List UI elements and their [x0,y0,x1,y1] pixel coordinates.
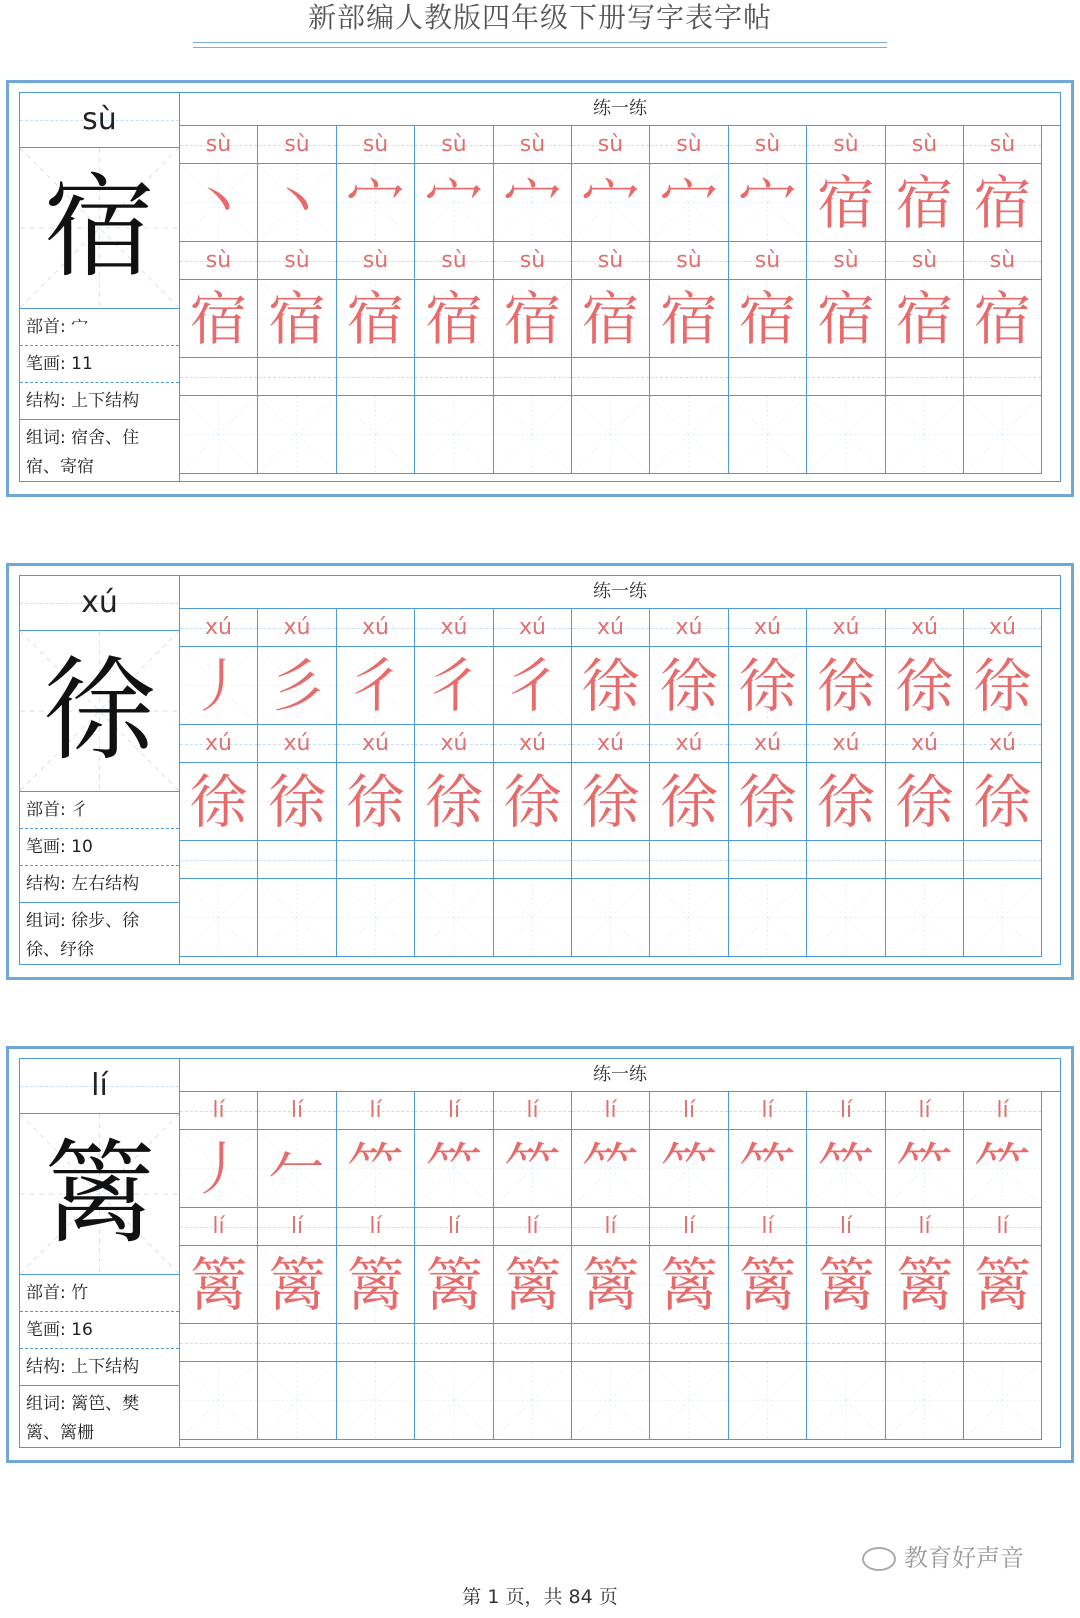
blank-pinyin-cell[interactable] [807,358,886,396]
practice-label: 练一练 [180,93,1060,126]
pinyin-cell: lí [572,1208,650,1246]
pinyin-cell: xú [572,609,650,647]
blank-pinyin-cell[interactable] [180,841,258,879]
trace-cell: 篱 [729,1246,807,1324]
blank-practice-cell[interactable] [650,396,729,474]
blank-practice-cell[interactable] [415,1362,494,1440]
pinyin-cell: xú [180,609,258,647]
pinyin-cell: sù [964,126,1042,164]
blank-practice-cell[interactable] [337,879,415,957]
pinyin-cell: lí [650,1208,729,1246]
blank-pinyin-cell[interactable] [337,841,415,879]
stroke-order-cell: 彳 [337,647,415,725]
stroke-order-cell: 徐 [964,647,1042,725]
pinyin-cell: sù [180,126,258,164]
trace-cell: 徐 [180,763,258,841]
blank-pinyin-cell[interactable] [807,1324,886,1362]
blank-practice-cell[interactable] [807,1362,886,1440]
pinyin-cell: sù [886,242,964,280]
stroke-order-cell: 彳 [415,647,494,725]
pinyin-cell: xú [258,609,337,647]
pinyin-cell: xú [886,609,964,647]
stroke-order-cell: 彡 [258,647,337,725]
blank-practice-cell[interactable] [415,879,494,957]
blank-practice-cell[interactable] [807,879,886,957]
blank-pinyin-cell[interactable] [337,1324,415,1362]
pinyin-cell: xú [572,725,650,763]
trace-cell: 宿 [415,280,494,358]
card-inner [19,575,1061,965]
pinyin-cell: xú [650,725,729,763]
stroke-order-cell: ⺮ [807,1130,886,1208]
blank-pinyin-cell[interactable] [258,358,337,396]
jiegou-row: 结构: 左右结构 [20,866,179,903]
stroke-order-cell: 丿 [180,647,258,725]
trace-cell: 宿 [886,280,964,358]
blank-practice-cell[interactable] [258,1362,337,1440]
blank-practice-cell[interactable] [180,879,258,957]
stroke-order-cell: 彳 [494,647,572,725]
pinyin-cell: sù [415,126,494,164]
pinyin-cell: sù [180,242,258,280]
blank-pinyin-cell[interactable] [964,358,1042,396]
trace-cell: 宿 [337,280,415,358]
blank-practice-cell[interactable] [494,396,572,474]
watermark: 教育好声音 [862,1538,1024,1573]
blank-pinyin-cell[interactable] [494,841,572,879]
card-inner [19,1058,1061,1448]
practice-grid [180,1092,1060,1447]
pinyin-cell: sù [258,126,337,164]
trace-cell: 宿 [180,280,258,358]
pinyin-cell: lí [964,1092,1042,1130]
blank-practice-cell[interactable] [337,1362,415,1440]
pinyin-cell: lí [180,1208,258,1246]
char-info-column [20,1059,180,1447]
stroke-order-cell: 徐 [650,647,729,725]
blank-practice-cell[interactable] [258,879,337,957]
pinyin-cell: sù [650,242,729,280]
char-model: 徐 [20,631,179,792]
blank-pinyin-cell[interactable] [258,1324,337,1362]
blank-pinyin-cell[interactable] [964,841,1042,879]
pinyin-cell: sù [572,126,650,164]
pinyin-cell: xú [180,725,258,763]
trace-cell: 篱 [337,1246,415,1324]
blank-practice-cell[interactable] [964,879,1042,957]
stroke-order-cell: 徐 [886,647,964,725]
trace-cell: 徐 [650,763,729,841]
blank-practice-cell[interactable] [964,1362,1042,1440]
stroke-order-cell: ⺮ [572,1130,650,1208]
blank-practice-cell[interactable] [964,396,1042,474]
blank-practice-cell[interactable] [650,1362,729,1440]
card-inner [19,92,1061,482]
pinyin-cell: lí [886,1208,964,1246]
trace-cell: 篱 [572,1246,650,1324]
trace-cell: 篱 [964,1246,1042,1324]
char-pinyin: sù [20,93,179,148]
stroke-order-cell: ⺮ [494,1130,572,1208]
pinyin-cell: sù [964,242,1042,280]
jiegou-row: 结构: 上下结构 [20,1349,179,1386]
pinyin-cell: xú [807,725,886,763]
blank-pinyin-cell[interactable] [494,1324,572,1362]
blank-pinyin-cell[interactable] [494,358,572,396]
stroke-order-cell: 宿 [964,164,1042,242]
pinyin-cell: xú [494,609,572,647]
pinyin-cell: lí [650,1092,729,1130]
jiegou-row: 结构: 上下结构 [20,383,179,420]
blank-pinyin-cell[interactable] [258,841,337,879]
char-model: 宿 [20,148,179,309]
page-footer: 第 1 页，共 84 页 [462,1586,618,1608]
stroke-order-cell: 宀 [729,164,807,242]
trace-cell: 徐 [964,763,1042,841]
blank-pinyin-cell[interactable] [886,1324,964,1362]
practice-area [180,1059,1060,1447]
pinyin-cell: lí [494,1092,572,1130]
blank-practice-cell[interactable] [180,396,258,474]
blank-pinyin-cell[interactable] [415,1324,494,1362]
pinyin-cell: sù [729,126,807,164]
blank-pinyin-cell[interactable] [650,1324,729,1362]
pinyin-cell: xú [964,609,1042,647]
stroke-order-cell: ⺮ [415,1130,494,1208]
pinyin-cell: sù [572,242,650,280]
practice-area [180,93,1060,481]
trace-cell: 徐 [572,763,650,841]
stroke-order-cell: ⺮ [886,1130,964,1208]
pinyin-cell: sù [807,242,886,280]
blank-practice-cell[interactable] [886,879,964,957]
trace-cell: 篱 [807,1246,886,1324]
blank-practice-cell[interactable] [729,1362,807,1440]
pinyin-cell: sù [258,242,337,280]
character-card [6,1046,1074,1463]
blank-pinyin-cell[interactable] [729,1324,807,1362]
wechat-icon [862,1547,896,1571]
blank-pinyin-cell[interactable] [572,841,650,879]
bushou-row: 部首: 彳 [20,792,179,829]
pinyin-cell: sù [886,126,964,164]
bihua-row: 笔画: 16 [20,1312,179,1349]
pinyin-cell: xú [729,609,807,647]
bushou-row: 部首: 竹 [20,1275,179,1312]
pinyin-cell: lí [415,1208,494,1246]
trace-cell: 宿 [258,280,337,358]
trace-cell: 徐 [729,763,807,841]
blank-practice-cell[interactable] [729,396,807,474]
pinyin-cell: lí [258,1208,337,1246]
trace-cell: 徐 [337,763,415,841]
stroke-order-cell: ⺮ [650,1130,729,1208]
pinyin-cell: sù [337,126,415,164]
trace-cell: 宿 [572,280,650,358]
character-card [6,563,1074,980]
blank-pinyin-cell[interactable] [415,358,494,396]
trace-cell: 徐 [886,763,964,841]
pinyin-cell: lí [807,1092,886,1130]
trace-cell: 宿 [964,280,1042,358]
pinyin-cell: lí [337,1208,415,1246]
trace-cell: 篱 [494,1246,572,1324]
blank-pinyin-cell[interactable] [415,841,494,879]
char-pinyin: lí [20,1059,179,1114]
trace-cell: 徐 [494,763,572,841]
char-pinyin: xú [20,576,179,631]
pinyin-cell: sù [415,242,494,280]
blank-practice-cell[interactable] [807,396,886,474]
blank-practice-cell[interactable] [572,1362,650,1440]
trace-cell: 篱 [650,1246,729,1324]
pinyin-cell: lí [415,1092,494,1130]
blank-pinyin-cell[interactable] [886,358,964,396]
blank-pinyin-cell[interactable] [650,358,729,396]
blank-practice-cell[interactable] [337,396,415,474]
pinyin-cell: lí [180,1092,258,1130]
stroke-order-cell: 宿 [886,164,964,242]
practice-grid [180,126,1060,481]
pinyin-cell: sù [650,126,729,164]
zuci-row: 组词: 徐步、徐徐、纾徐 [26,911,140,960]
blank-pinyin-cell[interactable] [729,841,807,879]
practice-grid [180,609,1060,964]
blank-pinyin-cell[interactable] [886,841,964,879]
blank-practice-cell[interactable] [494,879,572,957]
trace-cell: 徐 [415,763,494,841]
pinyin-cell: lí [258,1092,337,1130]
pinyin-cell: lí [886,1092,964,1130]
pinyin-cell: lí [807,1208,886,1246]
pinyin-cell: xú [807,609,886,647]
stroke-order-cell: 宿 [807,164,886,242]
stroke-order-cell: ⺮ [729,1130,807,1208]
title-underline [193,42,887,48]
blank-practice-cell[interactable] [886,396,964,474]
stroke-order-cell: 宀 [494,164,572,242]
blank-pinyin-cell[interactable] [572,1324,650,1362]
pinyin-cell: xú [415,725,494,763]
pinyin-cell: xú [494,725,572,763]
trace-cell: 篱 [258,1246,337,1324]
stroke-order-cell: ⺮ [964,1130,1042,1208]
trace-cell: 徐 [807,763,886,841]
blank-practice-cell[interactable] [494,1362,572,1440]
pinyin-cell: lí [494,1208,572,1246]
stroke-order-cell: ⺮ [337,1130,415,1208]
pinyin-cell: xú [337,725,415,763]
pinyin-cell: lí [337,1092,415,1130]
stroke-order-cell: 徐 [729,647,807,725]
trace-cell: 篱 [180,1246,258,1324]
blank-pinyin-cell[interactable] [572,358,650,396]
stroke-order-cell: 宀 [572,164,650,242]
blank-pinyin-cell[interactable] [180,358,258,396]
practice-area [180,576,1060,964]
pinyin-cell: lí [572,1092,650,1130]
pinyin-cell: xú [337,609,415,647]
blank-practice-cell[interactable] [650,879,729,957]
trace-cell: 宿 [650,280,729,358]
stroke-order-cell: 宀 [415,164,494,242]
stroke-order-cell: 徐 [572,647,650,725]
char-info-column [20,93,180,481]
blank-practice-cell[interactable] [572,396,650,474]
pinyin-cell: sù [807,126,886,164]
blank-pinyin-cell[interactable] [964,1324,1042,1362]
trace-cell: 徐 [258,763,337,841]
practice-label: 练一练 [180,576,1060,609]
pinyin-cell: sù [337,242,415,280]
bushou-row: 部首: 宀 [20,309,179,346]
blank-practice-cell[interactable] [729,879,807,957]
bihua-row: 笔画: 10 [20,829,179,866]
stroke-order-cell: 丶 [258,164,337,242]
zuci-row: 组词: 宿舍、住宿、寄宿 [26,428,140,477]
char-model: 篱 [20,1114,179,1275]
blank-pinyin-cell[interactable] [729,358,807,396]
trace-cell: 宿 [494,280,572,358]
pinyin-cell: lí [729,1092,807,1130]
trace-cell: 宿 [729,280,807,358]
char-info-column [20,576,180,964]
trace-cell: 宿 [807,280,886,358]
practice-label: 练一练 [180,1059,1060,1092]
pinyin-cell: xú [729,725,807,763]
blank-pinyin-cell[interactable] [180,1324,258,1362]
blank-practice-cell[interactable] [415,396,494,474]
blank-pinyin-cell[interactable] [650,841,729,879]
trace-cell: 篱 [415,1246,494,1324]
pinyin-cell: sù [729,242,807,280]
stroke-order-cell: 徐 [807,647,886,725]
stroke-order-cell: 丶 [180,164,258,242]
pinyin-cell: xú [650,609,729,647]
pinyin-cell: sù [494,242,572,280]
pinyin-cell: xú [964,725,1042,763]
trace-cell: 篱 [886,1246,964,1324]
pinyin-cell: lí [964,1208,1042,1246]
blank-practice-cell[interactable] [572,879,650,957]
page-title: 新部编人教版四年级下册写字表字帖 [307,1,772,34]
stroke-order-cell: 宀 [650,164,729,242]
stroke-order-cell: 𠂉 [258,1130,337,1208]
blank-pinyin-cell[interactable] [807,841,886,879]
pinyin-cell: xú [886,725,964,763]
blank-practice-cell[interactable] [180,1362,258,1440]
bihua-row: 笔画: 11 [20,346,179,383]
zuci-row: 组词: 篱笆、樊篱、篱栅 [26,1394,140,1443]
blank-practice-cell[interactable] [258,396,337,474]
pinyin-cell: xú [415,609,494,647]
pinyin-cell: lí [729,1208,807,1246]
character-card [6,80,1074,497]
blank-pinyin-cell[interactable] [337,358,415,396]
stroke-order-cell: 宀 [337,164,415,242]
stroke-order-cell: 丿 [180,1130,258,1208]
pinyin-cell: xú [258,725,337,763]
blank-practice-cell[interactable] [886,1362,964,1440]
pinyin-cell: sù [494,126,572,164]
